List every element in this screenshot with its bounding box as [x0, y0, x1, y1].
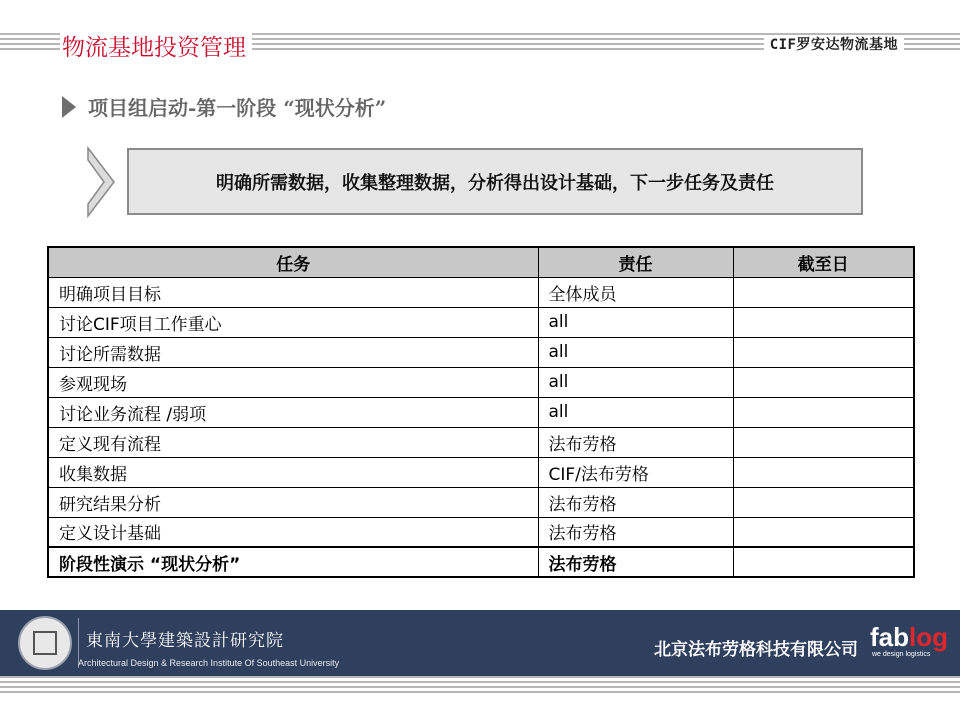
description-box: [127, 148, 863, 215]
owner-cell: 法布劳格: [538, 487, 733, 517]
table-header-row: [48, 247, 914, 277]
footer-stripes: [0, 676, 960, 696]
bullet-triangle-icon: [62, 96, 76, 118]
company-name: 北京法布劳格科技有限公司: [654, 640, 858, 660]
university-seal-icon: [18, 616, 72, 670]
owner-cell: 全体成员: [538, 277, 733, 307]
table-row: [48, 397, 914, 427]
brand-label: CIF罗安达物流基地: [764, 36, 904, 54]
fablog-tagline: we design logistics: [872, 651, 931, 658]
task-cell: 研究结果分析: [48, 487, 538, 517]
task-cell: 讨论CIF项目工作重心: [48, 307, 538, 337]
due-cell: [733, 517, 914, 547]
task-cell: 定义设计基础: [48, 517, 538, 547]
page-title: 物流基地投资管理: [60, 33, 252, 63]
owner-cell: all: [538, 307, 733, 337]
owner-cell: CIF/法布劳格: [538, 457, 733, 487]
due-cell: [733, 487, 914, 517]
task-cell: 讨论业务流程 /弱项: [48, 397, 538, 427]
due-cell: [733, 367, 914, 397]
footer-bar: [0, 610, 960, 676]
chevron-right-icon: [86, 146, 116, 218]
task-cell: 讨论所需数据: [48, 337, 538, 367]
university-name-en: Architectural Design & Research Institute Of Southeast University: [78, 658, 340, 668]
due-cell: [733, 337, 914, 367]
section-heading-text: 项目组启动-第一阶段 “现状分析”: [88, 96, 387, 120]
table-row: [48, 457, 914, 487]
due-cell: [733, 547, 914, 577]
table-row: [48, 307, 914, 337]
task-cell: 收集数据: [48, 457, 538, 487]
due-cell: [733, 307, 914, 337]
owner-cell: all: [538, 337, 733, 367]
table-row: [48, 337, 914, 367]
table-row: [48, 487, 914, 517]
due-cell: [733, 457, 914, 487]
column-header-task: 任务: [48, 247, 538, 277]
task-cell: 定义现有流程: [48, 427, 538, 457]
due-cell: [733, 397, 914, 427]
task-table: [47, 246, 915, 578]
owner-cell: 法布劳格: [538, 427, 733, 457]
owner-cell: all: [538, 397, 733, 427]
table-row: [48, 277, 914, 307]
task-cell: 阶段性演示 “现状分析”: [48, 547, 538, 577]
owner-cell: 法布劳格: [538, 517, 733, 547]
due-cell: [733, 277, 914, 307]
table-row: [48, 427, 914, 457]
section-heading: [62, 92, 386, 121]
owner-cell: all: [538, 367, 733, 397]
due-cell: [733, 427, 914, 457]
owner-cell: 法布劳格: [538, 547, 733, 577]
table-row: [48, 367, 914, 397]
task-cell: 参观现场: [48, 367, 538, 397]
column-header-due: 截至日: [733, 247, 914, 277]
description-text: 明确所需数据，收集整理数据，分析得出设计基础，下一步任务及责任: [216, 172, 774, 194]
university-name-cn: 東南大學建築設計研究院: [86, 631, 284, 651]
task-cell: 明确项目目标: [48, 277, 538, 307]
column-header-owner: 责任: [538, 247, 733, 277]
table-row: [48, 517, 914, 547]
fablog-logo: fablog: [870, 622, 948, 652]
table-row-milestone: [48, 547, 914, 577]
